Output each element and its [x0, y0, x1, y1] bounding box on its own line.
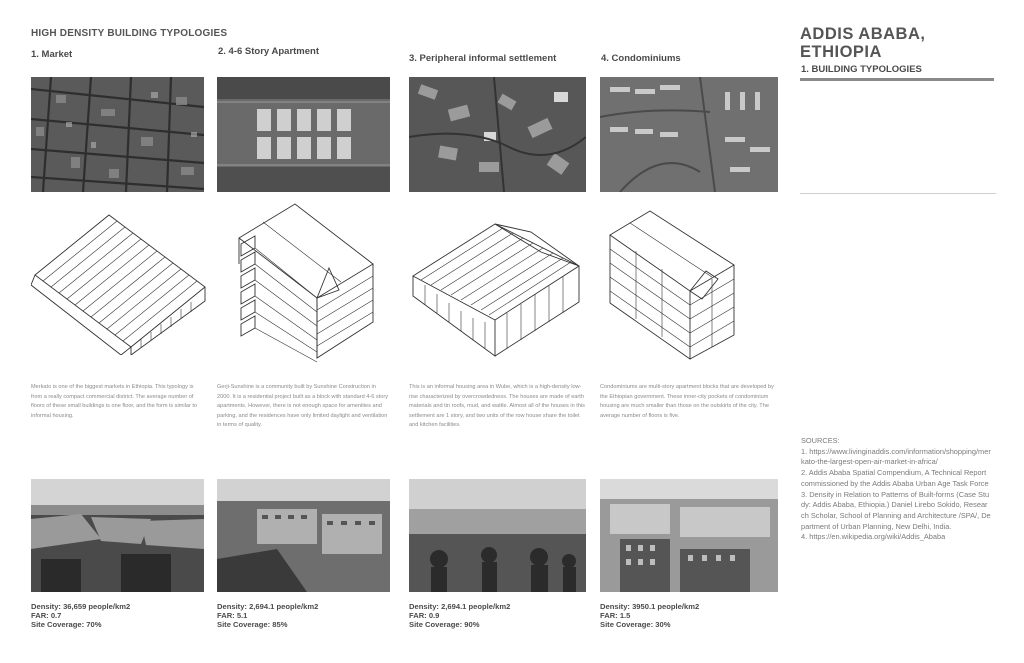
- aerial-photo-market: [31, 77, 204, 192]
- sidebar-divider-thin: [800, 193, 996, 194]
- source-item: 4. https://en.wikipedia.org/wiki/Addis_Ababa: [801, 532, 946, 542]
- aerial-photo-condominiums: [600, 77, 778, 192]
- column-title-informal: 3. Peripheral informal settlement: [409, 53, 557, 64]
- density-informal: Density: 2,694.1 people/km2: [409, 602, 511, 611]
- far-market: FAR: 0.7: [31, 611, 62, 620]
- sidebar-title-line2: ETHIOPIA: [800, 42, 882, 61]
- stats-market: [31, 602, 130, 629]
- isometric-drawing-condominiums: [606, 207, 756, 367]
- street-photo-informal: [409, 479, 586, 592]
- coverage-market: Site Coverage: 70%: [31, 620, 102, 629]
- coverage-apartment: Site Coverage: 85%: [217, 620, 288, 629]
- column-title-apartment: 2. 4-6 Story Apartment: [218, 46, 320, 57]
- far-informal: FAR: 0.9: [409, 611, 440, 620]
- source-item: 1. https://www.livinginaddis.com/information/shopping/merkato-the-largest-open-air-market-in-africa/: [801, 446, 991, 467]
- sources-list: [801, 436, 991, 543]
- stats-apartment: [217, 602, 318, 629]
- coverage-informal: Site Coverage: 90%: [409, 620, 480, 629]
- source-item: 3. Density in Relation to Patterns of Built-forms (Case Study: Addis Ababa, Ethiopia.) Daniel Lirebo Sokido, Research Scholar, School of Planning and Architecture /SPA/, Department of Urban Planning, New Delhi, India.: [801, 489, 991, 531]
- street-photo-apartment: [217, 479, 390, 592]
- sidebar-title: [800, 26, 925, 61]
- column-title-market: 1. Market: [31, 49, 73, 60]
- far-condominiums: FAR: 1.5: [600, 611, 631, 620]
- page-title: HIGH DENSITY BUILDING TYPOLOGIES: [31, 28, 228, 39]
- sidebar-title-line1: ADDIS ABABA,: [800, 25, 926, 43]
- stats-condominiums: [600, 602, 699, 629]
- stats-informal: [409, 602, 510, 629]
- description-informal: This is an informal housing area in Wube, which is a high-density low-rise characterized by overcrowdedness. The houses are made of earth materials and tin roofs, mud, and wattle. Almost all of the houses in this settlement are 1 story, and two units of the row house share the toilet and kitchen facilities.: [409, 384, 585, 429]
- description-condominiums: Condominiums are multi-story apartment blocks that are developed by the Ethiopian government. These inner-city pockets of condominium housing are much smaller than those on the outskirts of the city. The average number of floors is five.: [600, 384, 774, 419]
- density-apartment: Density: 2,694.1 people/km2: [217, 602, 319, 611]
- sources-heading: SOURCES:: [801, 436, 840, 445]
- street-photo-market: [31, 479, 204, 592]
- isometric-drawing-informal: [411, 210, 583, 360]
- density-market: Density: 36,659 people/km2: [31, 602, 131, 611]
- sidebar-subtitle: 1. BUILDING TYPOLOGIES: [801, 64, 922, 75]
- description-apartment: Gerji-Sunshine is a community built by Sunshine Construction in 2000. It is a residential project built as a block with standard 4-6 story apartments. However, there is not enough space for amenities and parking, and the residences have only limited daylight and ventilation in terms of quality.: [217, 384, 389, 429]
- description-market: Merkato is one of the biggest markets in Ethiopia. This typology is from a really compact commercial district. The average number of floors of these small buildings is one floor, and the form is similar to informal housing.: [31, 384, 198, 419]
- source-item: 2. Addis Ababa Spatial Compendium, A Technical Report commissioned by the Addis Ababa Urban Age Task Force: [801, 468, 989, 488]
- sidebar-divider-thick: [800, 78, 994, 81]
- far-apartment: FAR: 5.1: [217, 611, 248, 620]
- column-title-condominiums: 4. Condominiums: [601, 53, 681, 64]
- density-condominiums: Density: 3950.1 people/km2: [600, 602, 700, 611]
- aerial-photo-apartment: [217, 77, 390, 192]
- isometric-drawing-apartment: [233, 202, 385, 367]
- isometric-drawing-market: [31, 205, 211, 355]
- street-photo-condominiums: [600, 479, 778, 592]
- coverage-condominiums: Site Coverage: 30%: [600, 620, 671, 629]
- aerial-photo-informal: [409, 77, 586, 192]
